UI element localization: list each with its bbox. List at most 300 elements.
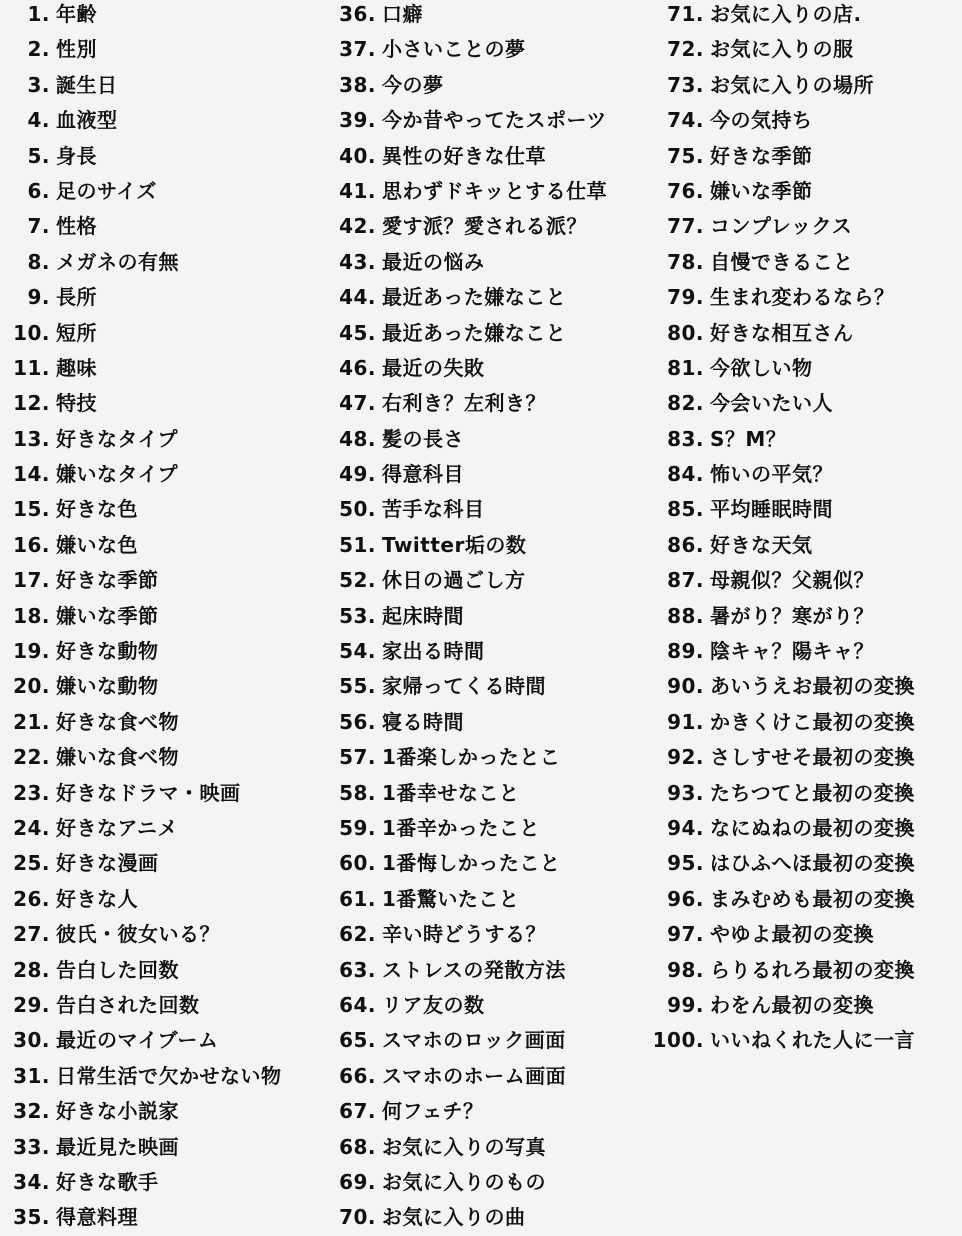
question-number: 30. [13, 1028, 50, 1053]
question-number: 36. [339, 2, 376, 26]
question-text: 得意科目 [382, 462, 464, 487]
question-text: 好きな小説家 [56, 1099, 179, 1124]
question-item [648, 0, 962, 32]
question-item [334, 811, 654, 846]
question-item [334, 245, 654, 280]
question-text: 陰キャ？陽キャ？ [710, 639, 874, 664]
question-item [6, 882, 331, 917]
question-number: 8. [27, 249, 50, 274]
question-text: コンプレックス [710, 214, 853, 239]
question-text: なにぬねの最初の変換 [710, 815, 915, 840]
question-text: 家出る時間 [382, 639, 485, 664]
question-number: 77. [667, 214, 704, 239]
question-text: 好きな食べ物 [56, 709, 179, 734]
question-number: 95. [667, 851, 704, 876]
question-number: 16. [13, 532, 50, 557]
question-item [334, 563, 654, 598]
question-number: 45. [339, 320, 376, 345]
question-item [648, 492, 962, 527]
question-text: お気に入りの曲 [382, 1205, 526, 1230]
question-text: 1番楽しかったとこ [382, 745, 561, 770]
question-item [6, 0, 331, 32]
question-number: 23. [13, 780, 50, 805]
question-text: 彼氏・彼女いる？ [56, 922, 220, 947]
question-number: 21. [13, 709, 50, 734]
question-text: ストレスの発散方法 [382, 957, 566, 982]
question-text: 好きなアニメ [56, 815, 178, 840]
question-text: 好きな人 [56, 886, 138, 911]
question-item [334, 634, 654, 669]
question-text: いいねくれた人に一言 [710, 1028, 915, 1053]
question-item [334, 1023, 654, 1058]
question-item [334, 32, 654, 67]
question-text: メガネの有無 [56, 249, 179, 274]
question-item [648, 245, 962, 280]
question-item [334, 422, 654, 457]
question-text: 1番幸せなこと [382, 780, 520, 805]
question-number: 26. [13, 886, 50, 911]
question-number: 82. [667, 391, 704, 416]
question-text: さしすせそ最初の変換 [710, 745, 915, 770]
question-number: 90. [667, 674, 704, 699]
question-text: 髪の長さ [382, 426, 464, 451]
question-item [334, 351, 654, 386]
question-text: 好きな天気 [710, 532, 813, 557]
question-item [6, 1130, 331, 1165]
question-number: 4. [27, 108, 50, 133]
question-text: 好きな漫画 [56, 851, 159, 876]
question-text: お気に入りの写真 [382, 1134, 546, 1159]
question-text: 今欲しい物 [710, 355, 813, 380]
question-item [6, 174, 331, 209]
question-text: 最近見た映画 [56, 1134, 179, 1159]
question-text: 告白した回数 [56, 957, 179, 982]
question-text: 嫌いなタイプ [56, 462, 178, 487]
question-item [6, 457, 331, 492]
question-item [648, 422, 962, 457]
question-item [648, 846, 962, 881]
question-item [648, 776, 962, 811]
question-number: 6. [27, 178, 50, 203]
question-number: 67. [339, 1099, 376, 1124]
question-text: 家帰ってくる時間 [382, 674, 546, 699]
question-text: S？M？ [710, 426, 787, 451]
question-text: 愛す派？愛される派？ [382, 214, 587, 239]
question-item [648, 599, 962, 634]
question-item [6, 740, 331, 775]
question-text: 今会いたい人 [710, 391, 833, 416]
question-item [648, 563, 962, 598]
question-number: 53. [339, 603, 376, 628]
question-text: 好きなドラマ・映画 [56, 780, 241, 805]
question-number: 20. [13, 674, 50, 699]
question-number: 52. [339, 568, 376, 593]
question-text: 特技 [56, 391, 97, 416]
question-item [6, 1094, 331, 1129]
question-number: 81. [667, 355, 704, 380]
question-item [6, 528, 331, 563]
question-column-1 [6, 0, 331, 1236]
question-item [648, 669, 962, 704]
question-number: 19. [13, 639, 50, 664]
question-text: 1番悔しかったこと [382, 851, 561, 876]
question-item [6, 32, 331, 67]
question-item [648, 457, 962, 492]
question-number: 57. [339, 745, 376, 770]
question-item [334, 599, 654, 634]
question-text: スマホのロック画面 [382, 1028, 566, 1053]
question-column-2 [334, 0, 654, 1236]
question-text: 好きな相互さん [710, 320, 854, 345]
question-item [6, 599, 331, 634]
question-text: 暑がり？寒がり？ [710, 603, 874, 628]
question-number: 39. [339, 108, 376, 133]
question-item [334, 953, 654, 988]
question-text: リア友の数 [382, 992, 485, 1017]
question-number: 83. [667, 426, 704, 451]
question-number: 55. [339, 674, 376, 699]
question-number: 84. [667, 462, 704, 487]
question-text: 右利き？左利き？ [382, 391, 546, 416]
question-item [334, 705, 654, 740]
question-number: 92. [667, 745, 704, 770]
question-number: 2. [27, 37, 50, 62]
question-number: 15. [13, 497, 50, 522]
question-text: 嫌いな食べ物 [56, 745, 179, 770]
question-number: 58. [339, 780, 376, 805]
question-number: 46. [339, 355, 376, 380]
question-number: 42. [339, 214, 376, 239]
question-text: 平均睡眠時間 [710, 497, 833, 522]
question-text: 最近のマイブーム [56, 1028, 219, 1053]
question-text: 1番辛かったこと [382, 815, 540, 840]
question-text: 誕生日 [56, 72, 118, 97]
question-number: 49. [339, 462, 376, 487]
question-text: 好きなタイプ [56, 426, 178, 451]
question-item [6, 139, 331, 174]
question-item [6, 316, 331, 351]
question-text: 休日の過ごし方 [382, 568, 526, 593]
question-item [334, 528, 654, 563]
question-number: 88. [667, 603, 704, 628]
question-text: 起床時間 [382, 603, 464, 628]
question-item [334, 1200, 654, 1235]
question-number: 70. [339, 1205, 376, 1230]
question-item [334, 316, 654, 351]
question-number: 40. [339, 143, 376, 168]
question-number: 48. [339, 426, 376, 451]
question-text: 嫌いな季節 [710, 178, 813, 203]
question-number: 68. [339, 1134, 376, 1159]
question-item [648, 32, 962, 67]
question-number: 56. [339, 709, 376, 734]
question-number: 87. [667, 568, 704, 593]
question-number: 64. [339, 992, 376, 1017]
question-number: 12. [13, 391, 50, 416]
question-number: 32. [13, 1099, 50, 1124]
question-text: らりるれろ最初の変換 [710, 957, 915, 982]
question-text: 趣味 [56, 355, 97, 380]
question-number: 75. [667, 143, 704, 168]
question-column-3 [648, 0, 962, 1059]
question-item [6, 563, 331, 598]
question-number: 79. [667, 285, 704, 310]
question-item [6, 1059, 331, 1094]
question-item [334, 1165, 654, 1200]
question-text: 生まれ変わるなら？ [710, 285, 895, 310]
question-number: 27. [13, 922, 50, 947]
question-number: 31. [13, 1063, 50, 1088]
question-text: 最近あった嫌なこと [382, 285, 567, 310]
question-item [334, 68, 654, 103]
question-item [648, 811, 962, 846]
question-item [6, 245, 331, 280]
question-text: たちつてと最初の変換 [710, 780, 915, 805]
question-number: 74. [667, 108, 704, 133]
question-text: はひふへほ最初の変換 [710, 851, 915, 876]
question-number: 97. [667, 922, 704, 947]
question-item [334, 457, 654, 492]
question-number: 28. [13, 957, 50, 982]
question-number: 37. [339, 37, 376, 62]
question-item [6, 634, 331, 669]
question-number: 17. [13, 568, 50, 593]
question-number: 11. [13, 355, 50, 380]
question-text: 足のサイズ [56, 178, 157, 203]
question-item [6, 953, 331, 988]
question-item [334, 139, 654, 174]
question-item [334, 103, 654, 138]
question-item [6, 776, 331, 811]
question-item [648, 917, 962, 952]
question-text: わをん最初の変換 [710, 992, 874, 1017]
question-item [648, 528, 962, 563]
question-item [648, 882, 962, 917]
question-text: かきくけこ最初の変換 [710, 709, 915, 734]
question-item [6, 351, 331, 386]
question-item [6, 846, 331, 881]
question-number: 71. [667, 2, 704, 26]
question-item [648, 740, 962, 775]
question-item [6, 68, 331, 103]
question-text: 好きな歌手 [56, 1169, 159, 1194]
question-number: 69. [339, 1169, 376, 1194]
question-item [334, 740, 654, 775]
question-text: 今の気持ち [710, 108, 813, 133]
question-item [648, 139, 962, 174]
question-text: 好きな動物 [56, 639, 159, 664]
question-number: 29. [13, 992, 50, 1017]
question-item [6, 811, 331, 846]
question-text: 最近あった嫌なこと [382, 320, 567, 345]
question-item [648, 174, 962, 209]
question-text: 告白された回数 [56, 992, 200, 1017]
question-item [334, 846, 654, 881]
question-text: 思わずドキッとする仕草 [382, 178, 608, 203]
question-item [334, 776, 654, 811]
question-text: 母親似？父親似？ [710, 568, 874, 593]
question-number: 60. [339, 851, 376, 876]
question-number: 59. [339, 815, 376, 840]
question-item [648, 351, 962, 386]
question-item [648, 316, 962, 351]
question-text: 性格 [56, 214, 97, 239]
question-item [6, 705, 331, 740]
question-text: 1番驚いたこと [382, 886, 520, 911]
question-number: 33. [13, 1134, 50, 1159]
question-item [648, 386, 962, 421]
question-item [6, 1200, 331, 1235]
question-number: 34. [13, 1169, 50, 1194]
question-number: 61. [339, 886, 376, 911]
question-text: お気に入りの店. [710, 2, 862, 26]
question-number: 54. [339, 639, 376, 664]
question-number: 1. [27, 2, 50, 26]
question-item [6, 917, 331, 952]
question-text: 短所 [56, 320, 97, 345]
question-number: 80. [667, 320, 704, 345]
question-item [648, 634, 962, 669]
question-number: 99. [667, 992, 704, 1017]
question-item [334, 209, 654, 244]
question-text: 怖いの平気？ [710, 462, 833, 487]
question-text: まみむめも最初の変換 [710, 886, 915, 911]
question-number: 51. [339, 532, 376, 557]
question-text: 最近の失敗 [382, 355, 485, 380]
question-item [334, 1094, 654, 1129]
question-text: 辛い時どうする？ [382, 922, 546, 947]
question-item [648, 209, 962, 244]
question-number: 93. [667, 780, 704, 805]
question-item [334, 988, 654, 1023]
question-item [648, 953, 962, 988]
question-text: 嫌いな季節 [56, 603, 159, 628]
question-number: 18. [13, 603, 50, 628]
question-number: 100. [652, 1028, 704, 1053]
question-text: お気に入りのもの [382, 1169, 546, 1194]
question-text: お気に入りの場所 [710, 72, 874, 97]
question-item [6, 1165, 331, 1200]
question-item [6, 988, 331, 1023]
question-number: 73. [667, 72, 704, 97]
question-number: 44. [339, 285, 376, 310]
question-number: 50. [339, 497, 376, 522]
question-number: 85. [667, 497, 704, 522]
question-number: 89. [667, 639, 704, 664]
question-text: 小さいことの夢 [382, 37, 526, 62]
question-number: 35. [13, 1205, 50, 1230]
question-text: 口癖 [382, 2, 423, 26]
question-text: スマホのホーム画面 [382, 1063, 567, 1088]
question-number: 13. [13, 426, 50, 451]
question-text: 年齢 [56, 2, 97, 26]
question-item [6, 103, 331, 138]
question-text: 今の夢 [382, 72, 444, 97]
question-number: 22. [13, 745, 50, 770]
question-item [334, 917, 654, 952]
question-item [648, 705, 962, 740]
question-text: あいうえお最初の変換 [710, 674, 915, 699]
question-item [334, 0, 654, 32]
question-text: 長所 [56, 285, 97, 310]
question-text: 好きな季節 [56, 568, 159, 593]
question-text: 自慢できること [710, 249, 854, 274]
question-item [6, 492, 331, 527]
question-number: 38. [339, 72, 376, 97]
question-number: 96. [667, 886, 704, 911]
question-text: Twitter垢の数 [382, 532, 527, 557]
question-text: 日常生活で欠かせない物 [56, 1063, 282, 1088]
question-item [648, 280, 962, 315]
question-text: 好きな季節 [710, 143, 813, 168]
question-item [648, 988, 962, 1023]
question-text: 寝る時間 [382, 709, 464, 734]
question-item [6, 1023, 331, 1058]
question-number: 9. [27, 285, 50, 310]
question-number: 76. [667, 178, 704, 203]
question-item [334, 280, 654, 315]
question-number: 94. [667, 815, 704, 840]
question-text: 異性の好きな仕草 [382, 143, 546, 168]
question-item [334, 1130, 654, 1165]
question-text: 嫌いな色 [56, 532, 138, 557]
question-number: 62. [339, 922, 376, 947]
question-text: 好きな色 [56, 497, 138, 522]
question-number: 14. [13, 462, 50, 487]
question-item [6, 209, 331, 244]
question-number: 10. [13, 320, 50, 345]
question-item [6, 669, 331, 704]
question-text: 性別 [56, 37, 97, 62]
question-item [648, 1023, 962, 1058]
question-number: 78. [667, 249, 704, 274]
question-item [334, 669, 654, 704]
question-number: 47. [339, 391, 376, 416]
question-number: 43. [339, 249, 376, 274]
question-text: 今か昔やってたスポーツ [382, 108, 607, 133]
question-number: 91. [667, 709, 704, 734]
question-number: 66. [339, 1063, 376, 1088]
question-item [334, 386, 654, 421]
question-text: やゆよ最初の変換 [710, 922, 874, 947]
question-number: 7. [27, 214, 50, 239]
question-text: 身長 [56, 143, 97, 168]
question-text: お気に入りの服 [710, 37, 854, 62]
question-text: 何フェチ？ [382, 1099, 484, 1124]
question-number: 63. [339, 957, 376, 982]
question-text: 嫌いな動物 [56, 674, 159, 699]
question-text: 最近の悩み [382, 249, 485, 274]
question-number: 72. [667, 37, 704, 62]
question-number: 5. [27, 143, 50, 168]
question-text: 血液型 [56, 108, 118, 133]
question-item [6, 386, 331, 421]
question-item [6, 422, 331, 457]
question-number: 86. [667, 532, 704, 557]
question-item [334, 882, 654, 917]
question-item [334, 1059, 654, 1094]
question-number: 65. [339, 1028, 376, 1053]
question-number: 41. [339, 178, 376, 203]
question-item [648, 103, 962, 138]
question-number: 24. [13, 815, 50, 840]
question-number: 98. [667, 957, 704, 982]
question-item [648, 68, 962, 103]
question-number: 25. [13, 851, 50, 876]
question-number: 3. [27, 72, 50, 97]
question-item [334, 174, 654, 209]
question-text: 得意料理 [56, 1205, 138, 1230]
